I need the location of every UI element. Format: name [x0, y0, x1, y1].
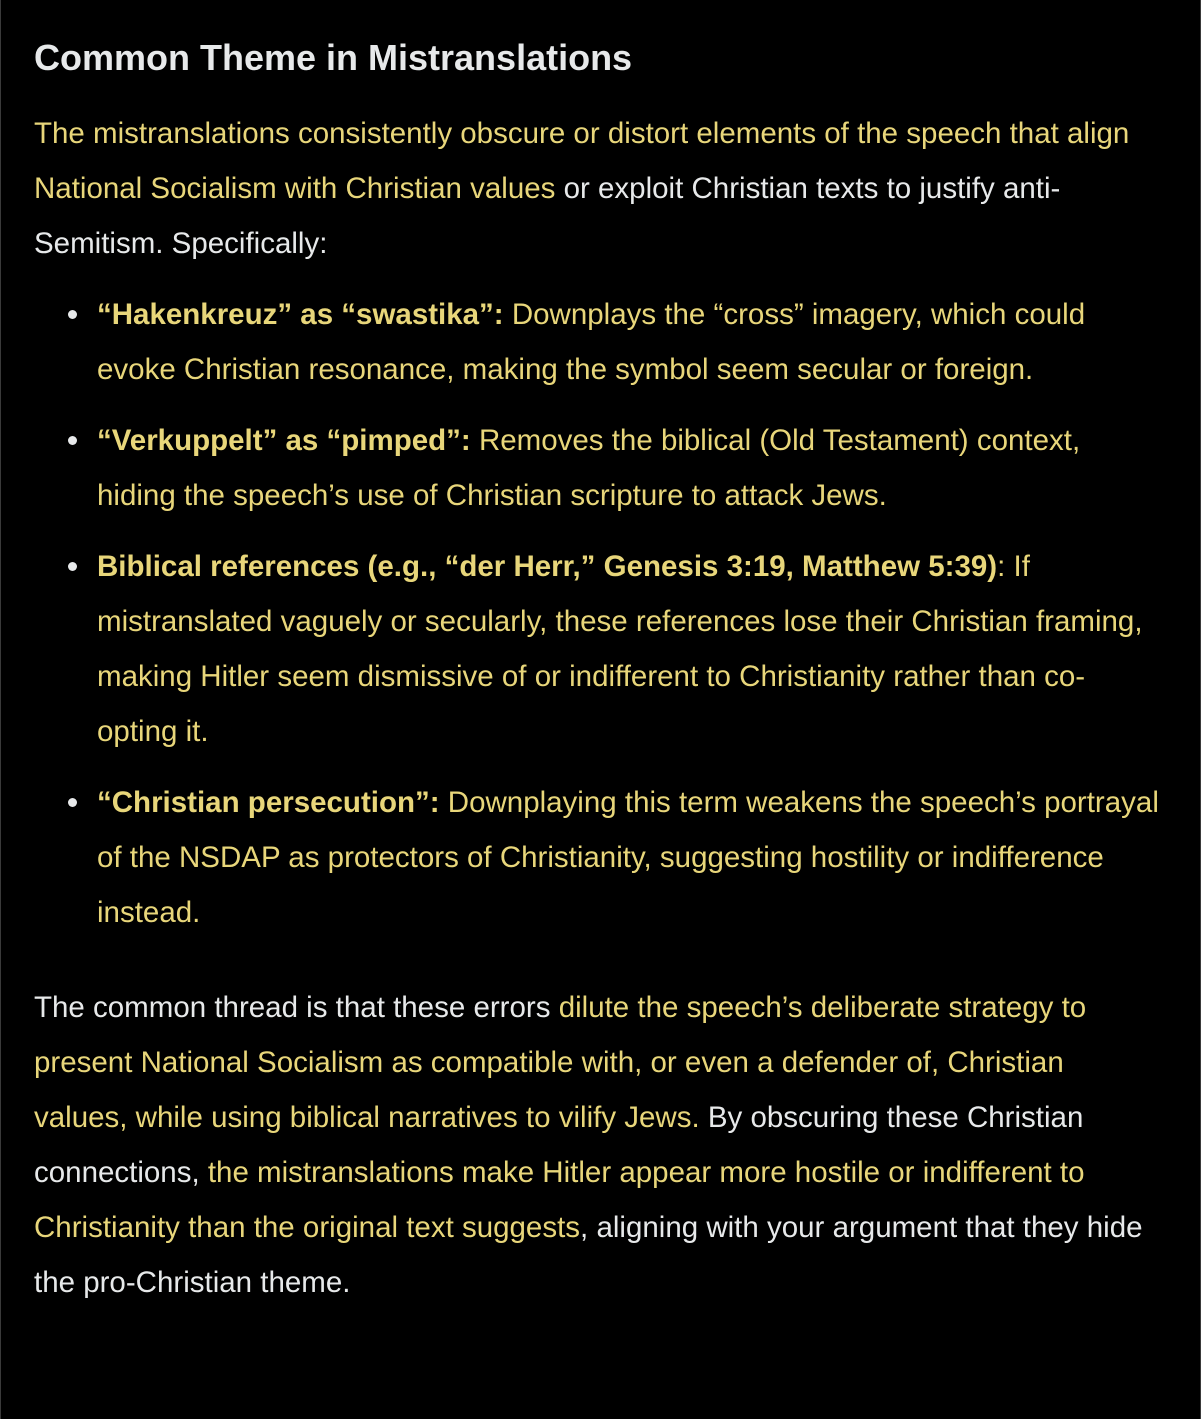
list-item-biblical-references — [97, 539, 1160, 759]
closing-text-2: By obscuring these Christian connections, — [34, 1101, 1084, 1189]
list-item-term: Biblical references (e.g., “der Herr,” Genesis 3:19, Matthew 5:39) — [97, 550, 998, 583]
list-item-verkuppelt — [97, 413, 1160, 523]
list-item-term: “Verkuppelt” as “pimped”: — [97, 424, 471, 457]
list-item-text: Downplays the “cross” imagery, which could evoke Christian resonance, making the symbol seem secular or foreign. — [97, 298, 1086, 386]
closing-text-3: , aligning with your argument that they hide the pro-Christian theme. — [34, 1211, 1143, 1299]
list-item-text: : If mistranslated vaguely or secularly, these references lose their Christian framing, making Hitler seem dismissive of or indifferent to Christianity rather than co-opting it. — [97, 550, 1143, 748]
list-item-term: “Hakenkreuz” as “swastika”: — [97, 298, 504, 331]
list-item-term: “Christian persecution”: — [97, 786, 440, 819]
intro-paragraph — [34, 106, 1160, 271]
list-item-text: Removes the biblical (Old Testament) context, hiding the speech’s use of Christian scripture to attack Jews. — [97, 424, 1081, 512]
list-item-hakenkreuz — [97, 287, 1160, 397]
closing-highlight-1: dilute the speech’s deliberate strategy to present National Socialism as compatible with, or even a defender of, Christian values, while using biblical narratives to vilify Jews. — [34, 991, 1087, 1134]
closing-text-1: The common thread is that these errors — [34, 991, 559, 1024]
list-item-christian-persecution — [97, 775, 1160, 940]
intro-text: or exploit Christian texts to justify anti-Semitism. Specifically: — [34, 172, 1061, 260]
mistranslation-list — [34, 287, 1160, 940]
closing-paragraph — [34, 980, 1160, 1310]
intro-highlight: The mistranslations consistently obscure or distort elements of the speech that align National Socialism with Christian values — [34, 117, 1130, 205]
section-heading: Common Theme in Mistranslations — [34, 37, 633, 78]
closing-highlight-2: the mistranslations make Hitler appear more hostile or indifferent to Christianity than the original text suggests — [34, 1156, 1085, 1244]
list-item-text: Downplaying this term weakens the speech’s portrayal of the NSDAP as protectors of Christianity, suggesting hostility or indifference instead. — [97, 786, 1159, 929]
